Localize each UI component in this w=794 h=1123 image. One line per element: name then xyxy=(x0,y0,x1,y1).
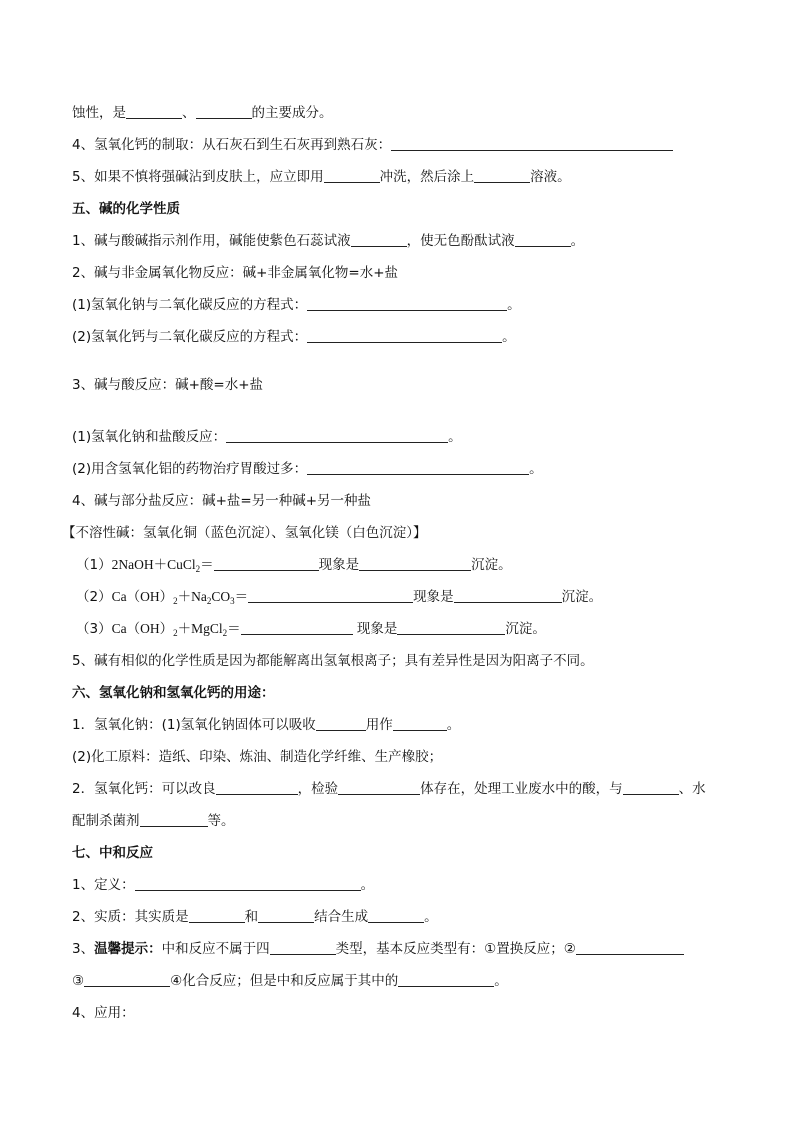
text-line xyxy=(72,460,543,478)
answer-blank[interactable] xyxy=(140,812,208,827)
section-heading: 七、中和反应 xyxy=(72,845,153,861)
section-heading: 五、碱的化学性质 xyxy=(72,201,180,217)
text-line xyxy=(72,168,571,186)
answer-blank[interactable] xyxy=(196,104,252,119)
answer-blank[interactable] xyxy=(316,716,366,731)
text-line: 4、应用： xyxy=(72,1005,135,1021)
text-line: 5、碱有相似的化学性质是因为都能解离出氢氧根离子；具有差异性是因为阳离子不同。 xyxy=(72,653,594,669)
text: 4、氢氧化钙的制取：从石灰石到生石灰再到熟石灰： xyxy=(72,137,392,153)
answer-blank[interactable] xyxy=(216,780,298,795)
text: 和 xyxy=(244,909,259,925)
answer-blank[interactable] xyxy=(398,972,494,987)
text: ＝ xyxy=(227,621,241,637)
text: 沉淀。 xyxy=(471,557,512,573)
formula: Ca（OH） xyxy=(111,589,174,604)
text: 。 xyxy=(424,909,438,925)
text-line xyxy=(72,908,438,926)
text: 5、如果不慎将强碱沾到皮肤上，应立即用 xyxy=(72,169,324,185)
text: 3、 xyxy=(72,941,95,957)
text: 。 xyxy=(448,429,462,445)
text: 体存在，处理工业废水中的酸，与 xyxy=(420,781,623,797)
answer-blank[interactable] xyxy=(307,296,507,311)
answer-blank[interactable] xyxy=(515,232,571,247)
text: 现象是 xyxy=(352,621,398,637)
answer-blank[interactable] xyxy=(248,588,413,603)
text-line xyxy=(72,428,462,446)
formula: CO xyxy=(211,589,231,604)
answer-blank[interactable] xyxy=(623,780,679,795)
text: 沉淀。 xyxy=(561,589,603,605)
text-line xyxy=(76,556,512,574)
text: 。 xyxy=(529,461,543,477)
text-line xyxy=(72,972,508,990)
answer-blank[interactable] xyxy=(338,780,420,795)
formula: Ca（OH） xyxy=(111,621,174,636)
text: 类型，基本反应类型有：①置换反应；② xyxy=(335,941,576,957)
text: 用作 xyxy=(365,717,393,733)
text-line: 2、碱与非金属氧化物反应：碱+非金属氧化物=水+盐 xyxy=(72,265,399,281)
text: 沉淀。 xyxy=(505,621,546,637)
text-line: 【不溶性碱：氢氧化铜（蓝色沉淀）、氢氧化镁（白色沉淀）】 xyxy=(62,525,427,541)
text-line xyxy=(72,780,706,798)
text: （1） xyxy=(76,557,112,573)
subscript: 3 xyxy=(230,596,235,606)
subscript: 2 xyxy=(173,628,178,638)
formula: ＋MgCl xyxy=(177,621,223,636)
text-line xyxy=(72,104,333,122)
text: 、水 xyxy=(678,781,706,797)
subscript: 2 xyxy=(173,596,178,606)
text: 。 xyxy=(360,877,375,893)
answer-blank[interactable] xyxy=(214,556,319,571)
answer-blank[interactable] xyxy=(135,876,361,891)
subscript: 2 xyxy=(206,596,212,606)
text: ③ xyxy=(72,973,85,989)
text: 等。 xyxy=(207,813,235,829)
subscript: 2 xyxy=(222,628,228,638)
text: ＝ xyxy=(234,589,249,605)
answer-blank[interactable] xyxy=(391,136,673,151)
answer-blank[interactable] xyxy=(226,428,448,443)
text: 1、碱与酸碱指示剂作用，碱能使紫色石蕊试液 xyxy=(72,233,351,249)
section-heading: 六、氢氧化钠和氢氧化钙的用途： xyxy=(72,685,275,701)
answer-blank[interactable] xyxy=(397,620,505,635)
text-line xyxy=(72,328,516,346)
text: （3） xyxy=(76,621,112,637)
answer-blank[interactable] xyxy=(307,328,502,343)
text: 。 xyxy=(507,297,521,313)
text-line xyxy=(72,232,584,250)
answer-blank[interactable] xyxy=(241,620,353,635)
text: 。 xyxy=(502,329,516,345)
text-line: (2)化工原料：造纸、印染、炼油、制造化学纤维、生产橡胶； xyxy=(72,749,443,765)
text: 结合生成 xyxy=(314,909,369,925)
formula: ＋Na xyxy=(177,589,207,604)
answer-blank[interactable] xyxy=(307,460,529,475)
text: 。 xyxy=(494,973,508,989)
text: 现象是 xyxy=(413,589,454,605)
text: (2)氢氧化钙与二氧化碳反应的方程式： xyxy=(72,329,308,345)
text: 、 xyxy=(182,105,196,121)
text-line xyxy=(76,588,602,606)
text: 冲洗，然后涂上 xyxy=(379,169,475,185)
answer-blank[interactable] xyxy=(84,972,170,987)
text: (2)用含氢氧化铝的药物治疗胃酸过多： xyxy=(72,461,308,477)
text: ，使无色酚酞试液 xyxy=(406,233,515,249)
text: 溶液。 xyxy=(530,169,571,185)
text: 现象是 xyxy=(318,557,360,573)
text: 。 xyxy=(446,717,461,733)
text-line xyxy=(72,876,374,894)
text: 2、实质：其实质是 xyxy=(72,909,189,925)
answer-blank[interactable] xyxy=(454,588,562,603)
formula: 2NaOH＋CuCl xyxy=(111,557,196,572)
subscript: 2 xyxy=(195,564,201,574)
answer-blank[interactable] xyxy=(368,908,424,923)
tip-label: 温馨提示： xyxy=(94,941,162,957)
text: 的主要成分。 xyxy=(251,105,333,121)
answer-blank[interactable] xyxy=(258,908,314,923)
answer-blank[interactable] xyxy=(126,104,182,119)
text: (1)氢氧化钠与二氧化碳反应的方程式： xyxy=(72,297,308,313)
text: 。 xyxy=(570,233,585,249)
text: (1)氢氧化钠和盐酸反应： xyxy=(72,429,227,445)
text: 蚀性，是 xyxy=(72,105,126,121)
text-line xyxy=(72,296,521,314)
answer-blank[interactable] xyxy=(576,940,684,955)
text-line xyxy=(72,716,460,734)
answer-blank[interactable] xyxy=(474,168,530,183)
text: 1、定义： xyxy=(72,877,135,893)
text: ④化合反应；但是中和反应属于其中的 xyxy=(170,973,399,989)
text: （2） xyxy=(76,589,112,605)
text: ＝ xyxy=(200,557,214,573)
text: 2．氢氧化钙：可以改良 xyxy=(72,781,216,797)
text: 1．氢氧化钠：(1)氢氧化钠固体可以吸收 xyxy=(72,717,316,733)
text-line xyxy=(76,620,546,638)
text: 配制杀菌剂 xyxy=(72,813,140,829)
text-line: 3、碱与酸反应：碱+酸=水+盐 xyxy=(72,377,264,393)
text-line xyxy=(72,136,673,154)
answer-blank[interactable] xyxy=(189,908,245,923)
text: 中和反应不属于四 xyxy=(161,941,270,957)
text: ，检验 xyxy=(297,781,339,797)
answer-blank[interactable] xyxy=(324,168,380,183)
answer-blank[interactable] xyxy=(270,940,336,955)
text-line xyxy=(72,940,684,958)
answer-blank[interactable] xyxy=(351,232,407,247)
text-line xyxy=(72,812,235,830)
answer-blank[interactable] xyxy=(393,716,447,731)
answer-blank[interactable] xyxy=(359,556,471,571)
text-line: 4、碱与部分盐反应：碱+盐=另一种碱+另一种盐 xyxy=(72,493,372,509)
